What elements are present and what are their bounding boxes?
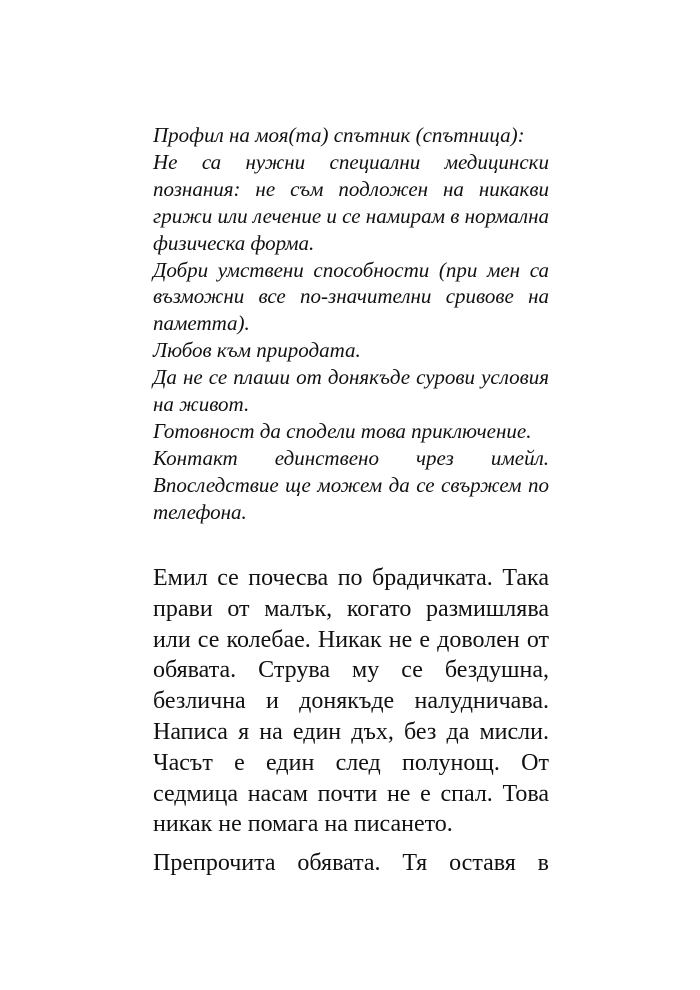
narrative-paragraph: Емил се почесва по брадичката. Така прави от малък, когато размишлява или се колебае. Никак не е доволен от обявата. Струва му се бездушна, безлична и донякъде налудничава. Написа я на един дъх, без да мисли. Часът е един след полунощ. От седмица насам почти не е спал. Това никак не помага на писането. xyxy=(153,565,549,838)
ad-paragraph: Не са нужни специални медицински познания: не съм подложен на никакви грижи или лечение и се намирам в нормална физическа форма. xyxy=(153,149,549,255)
narrative-paragraph: Препрочита обявата. Тя оставя в xyxy=(153,850,549,877)
ad-heading: Профил на моя(та) спътник (спътница): xyxy=(153,123,525,147)
ad-paragraph: Да не се плаши от донякъде сурови условия на живот. xyxy=(153,365,549,417)
ad-paragraph: Любов към природата. xyxy=(153,338,361,363)
classified-ad-text xyxy=(153,122,549,526)
narrative-text xyxy=(153,563,549,887)
ad-paragraph: Контакт единствено чрез имейл. Впоследствие ще можем да се свържем по телефона. xyxy=(153,445,549,524)
ad-paragraph: Добри умствени способности (при мен са възможни все по-значителни сривове на паметта). xyxy=(153,257,549,336)
ad-paragraph: Готовност да сподели това приключение. xyxy=(153,418,532,443)
